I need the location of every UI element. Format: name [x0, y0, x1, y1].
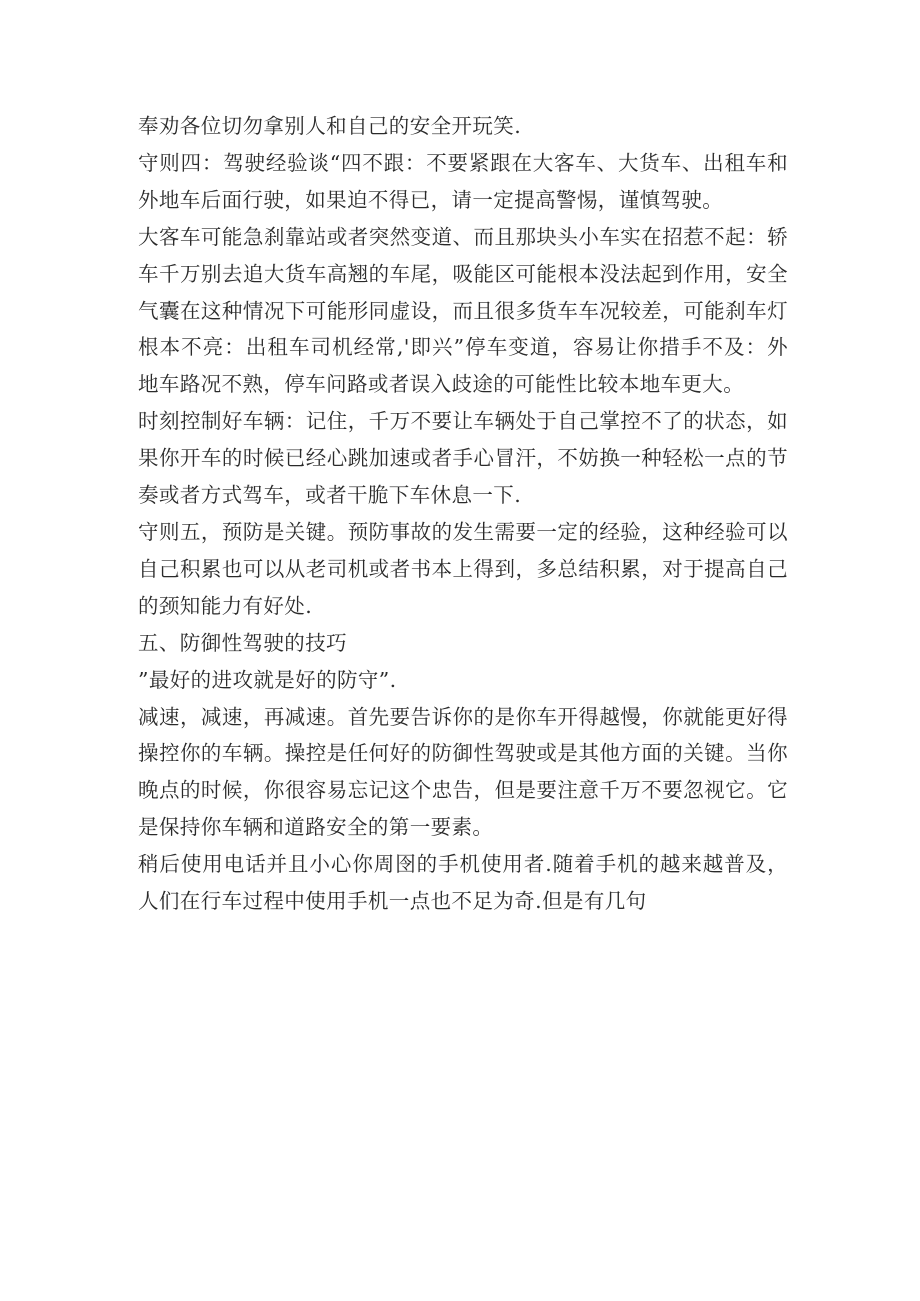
document-body [138, 108, 788, 920]
paragraph-phone-use: 稍后使用电话并且小心你周囹的手机使用者.随着手机的越来越普及，人们在行车过程中使用手机一点也不足为奇.但是有几句 [138, 852, 788, 914]
paragraph-vehicle-risks: 大客车可能急刹靠站或者突然变道、而且那块头小车实在招惹不起：轿车千万别去追大货车高翘的车尾，吸能区可能根本没法起到作用，安全气囊在这种情况下可能形同虚设，而且很多货车车况较差，可能刹车灯根本不亮：出租车司机经常,'即兴”停车变道，容易让你措手不及：外地车路况不熟，停车问路或者误入歧途的可能性比较本地车更大。 [138, 224, 788, 397]
paragraph-slow-down: 减速，减速，再减速。首先要告诉你的是你车开得越慢，你就能更好得操控你的车辆。操控是任何好的防御性驾驶或是其他方面的关键。当你晚点的时候，你很容易忘记这个忠告，但是要注意千万不要忽视它。它是保持你车辆和道路安全的第一要素。 [138, 704, 788, 840]
paragraph-rule-five: 守则五，预防是关键。预防事故的发生需要一定的经验，这种经验可以自己积累也可以从老司机或者书本上得到，多总结积累，对于提高自己的颈知能力有好处. [138, 519, 788, 618]
paragraph-safety-advice: 奉劝各位切勿拿别人和自己的安全开玩笑. [138, 114, 522, 138]
paragraph-vehicle-control: 时刻控制好车辆：记住，千万不要让车辆处于自己掌控不了的状态，如果你开车的时候已经心跳加速或者手心冒汗，不妨换一种轻松一点的节奏或者方式驾车，或者干脆下车休息一下. [138, 409, 788, 508]
paragraph-rule-four: 守则四：驾驶经验谈“四不跟：不要紧跟在大客车、大货车、出租车和外地车后面行驶，如果迫不得已，请一定提高警惕，谨慎驾驶。 [138, 150, 788, 212]
section-heading-defensive-driving: 五、防御性驾驶的技巧 [138, 630, 347, 655]
paragraph-quote: ”最好的进攻就是好的防守”. [138, 667, 397, 692]
